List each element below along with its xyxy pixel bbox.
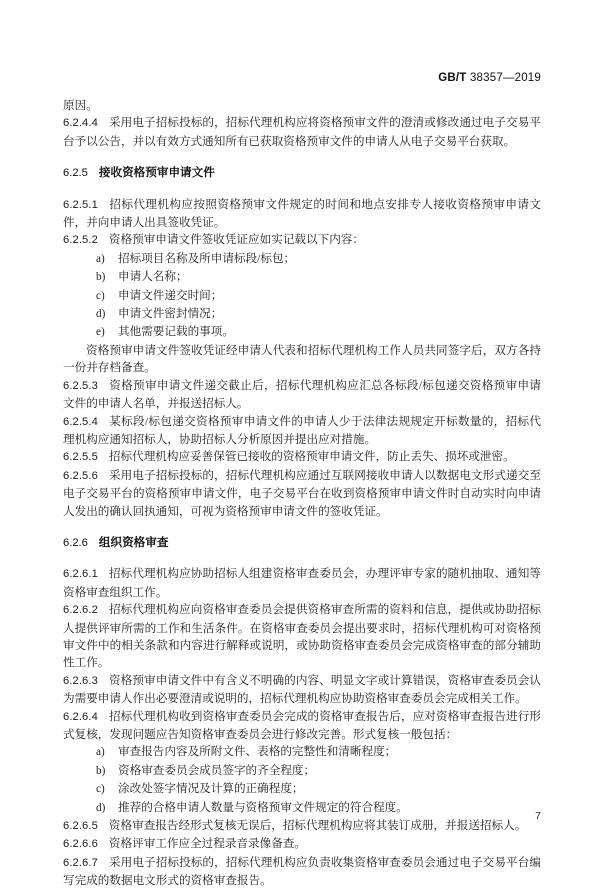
clause-text: 招标代理机构应按照资格预审文件规定的时间和地点安排专人接收资格预审申请文件，并向申请人出具签收凭证。 bbox=[63, 197, 541, 230]
clause-6-2-5-3 bbox=[63, 377, 541, 413]
clause-6-2-5-5 bbox=[63, 448, 541, 466]
list-text: 申请文件密封情况； bbox=[118, 307, 223, 321]
list-text: 推荐的合格申请人数量与资格预审文件规定的符合程度。 bbox=[118, 800, 408, 814]
clause-text: 招标代理机构收到资格审查委员会完成的资格审查报告后，应对资格审查报告进行形式复核，发现问题应告知资格审查委员会进行修改完善。形式复核一般包括： bbox=[63, 709, 541, 741]
list-item bbox=[63, 305, 541, 323]
document-body bbox=[63, 97, 541, 890]
clause-number: 6.2.6.5 bbox=[63, 820, 98, 833]
clause-6-2-6-7 bbox=[63, 854, 541, 890]
heading-number: 6.2.6 bbox=[63, 536, 88, 549]
list-item bbox=[63, 743, 541, 761]
clause-number: 6.2.6.1 bbox=[63, 568, 98, 581]
clause-number: 6.2.6.4 bbox=[63, 710, 98, 723]
clause-text: 资格预审申请文件中有含义不明确的内容、明显文字或计算错误，资格审查委员会认为需要申请人作出必要澄清或说明的，招标代理机构应协助资格审查委员会完成相关工作。 bbox=[63, 673, 541, 706]
clause-number: 6.2.4.4 bbox=[63, 117, 98, 130]
list-item bbox=[63, 780, 541, 798]
clause-text: 资格预审申请文件签收凭证应如实记载以下内容： bbox=[108, 233, 364, 247]
list-item bbox=[63, 268, 541, 286]
list-text: 资格审查委员会成员签字的齐全程度； bbox=[118, 763, 316, 777]
list-marker: a) bbox=[96, 746, 105, 759]
standard-number-value: 38357—2019 bbox=[469, 72, 541, 84]
clause-number: 6.2.6.6 bbox=[63, 838, 98, 851]
clause-6-2-6-3 bbox=[63, 672, 541, 708]
page-number: 7 bbox=[535, 810, 541, 822]
clause-number: 6.2.5.6 bbox=[63, 469, 98, 482]
list-item bbox=[63, 762, 541, 780]
clause-6-2-5-6 bbox=[63, 467, 541, 520]
clause-6-2-5-4 bbox=[63, 413, 541, 449]
clause-number: 6.2.6.7 bbox=[63, 856, 98, 869]
list-marker: e) bbox=[96, 326, 105, 339]
clause-text: 采用电子招标投标的，招标代理机构应负责收集资格审查委员会通过电子交易平台编写完成的数据电文形式的资格审查报告。 bbox=[63, 855, 541, 888]
list-item bbox=[63, 323, 541, 341]
list-text: 涂改处签字情况及计算的正确程度； bbox=[118, 782, 304, 796]
clause-number: 6.2.5.3 bbox=[63, 379, 98, 392]
list-marker: d) bbox=[96, 308, 106, 321]
list-text: 招标项目名称及所申请标段/标包； bbox=[118, 251, 296, 265]
clause-6-2-6-2 bbox=[63, 601, 541, 672]
para-after-list-6-2-5: 资格预审申请文件签收凭证经申请人代表和招标代理机构工作人员共同签字后，双方各持一份并存档备查。 bbox=[63, 343, 541, 375]
clause-text: 资格预审申请文件递交截止后，招标代理机构应汇总各标段/标包递交资格预审申请文件的申请人名单，并报送招标人。 bbox=[63, 378, 541, 411]
clause-number: 6.2.5.5 bbox=[63, 451, 98, 464]
clause-text: 某标段/标包递交资格预审申请文件的申请人少于法律法规规定开标数量的，招标代理机构应通知招标人，协助招标人分析原因并提出应对措施。 bbox=[63, 414, 541, 446]
heading-title: 组织资格审查 bbox=[98, 535, 169, 549]
clause-text: 资格审查报告经形式复核无误后，招标代理机构应将其装订成册，并报送招标人。 bbox=[108, 819, 527, 833]
list-text: 其他需要记载的事项。 bbox=[118, 325, 234, 339]
clause-6-2-5-2 bbox=[63, 231, 541, 249]
clause-number: 6.2.6.2 bbox=[63, 604, 98, 617]
clause-text: 采用电子招标投标的，招标代理机构应通过互联网接收申请人以数据电文形式递交至电子交易平台的资格预审申请文件，电子交易平台在收到资格预审申请文件时自动实时向申请人发出的确认回执通知，可视为资格预审申请文件的签收凭证。 bbox=[63, 468, 541, 518]
clause-number: 6.2.5.2 bbox=[63, 234, 98, 247]
heading-6-2-6 bbox=[63, 534, 541, 552]
clause-text: 资格评审工作应全过程录音录像备查。 bbox=[108, 837, 307, 851]
list-item bbox=[63, 287, 541, 305]
clause-text: 招标代理机构应协助招标人组建资格审查委员会，办理评审专家的随机抽取、通知等资格审查组织工作。 bbox=[63, 567, 541, 599]
list-item bbox=[63, 250, 541, 268]
clause-text: 招标代理机构应妥善保管已接收的资格预审申请文件，防止丢失、损坏或泄密。 bbox=[108, 450, 515, 464]
page-footer bbox=[63, 806, 541, 824]
clause-number: 6.2.6.3 bbox=[63, 674, 98, 687]
clause-6-2-6-4 bbox=[63, 708, 541, 744]
clause-text: 采用电子招标投标的，招标代理机构应将资格预审文件的澄清或修改通过电子交易平台予以公告，并以有效方式通知所有已获取资格预审文件的申请人从电子交易平台获取。 bbox=[63, 116, 541, 148]
list-text: 申请人名称； bbox=[118, 270, 188, 284]
heading-number: 6.2.5 bbox=[63, 167, 88, 180]
clause-number: 6.2.5.4 bbox=[63, 415, 98, 428]
list-marker: a) bbox=[96, 252, 105, 265]
list-marker: b) bbox=[96, 271, 106, 284]
list-6-2-5-2 bbox=[63, 250, 541, 342]
list-marker: c) bbox=[96, 783, 105, 796]
clause-number: 6.2.5.1 bbox=[63, 198, 98, 211]
orphan-line: 原因。 bbox=[63, 99, 98, 112]
standard-number bbox=[438, 72, 541, 84]
page-header bbox=[63, 68, 541, 84]
clause-6-2-6-1 bbox=[63, 565, 541, 601]
list-marker: c) bbox=[96, 289, 105, 302]
heading-6-2-5 bbox=[63, 164, 541, 182]
list-marker: b) bbox=[96, 764, 106, 777]
clause-6-2-6-6 bbox=[63, 835, 541, 853]
standard-prefix: GB/T bbox=[438, 72, 467, 84]
clause-text: 招标代理机构应向资格审查委员会提供资格审查所需的资料和信息，提供或协助招标人提供评审所需的工作和生活条件。在资格审查委员会提出要求时，招标代理机构可对资格预审文件中的相关条款和内容进行解释或说明，或协助资格审查委员会完成资格审查的部分辅助性工作。 bbox=[63, 603, 541, 670]
list-marker: d) bbox=[96, 801, 106, 814]
list-text: 申请文件递交时间； bbox=[118, 288, 223, 302]
list-text: 审查报告内容及所附文件、表格的完整性和清晰程度； bbox=[118, 745, 397, 759]
clause-6-2-5-1 bbox=[63, 196, 541, 232]
heading-title: 接收资格预审申请文件 bbox=[98, 166, 215, 180]
clause-6-2-4-4 bbox=[63, 114, 541, 150]
